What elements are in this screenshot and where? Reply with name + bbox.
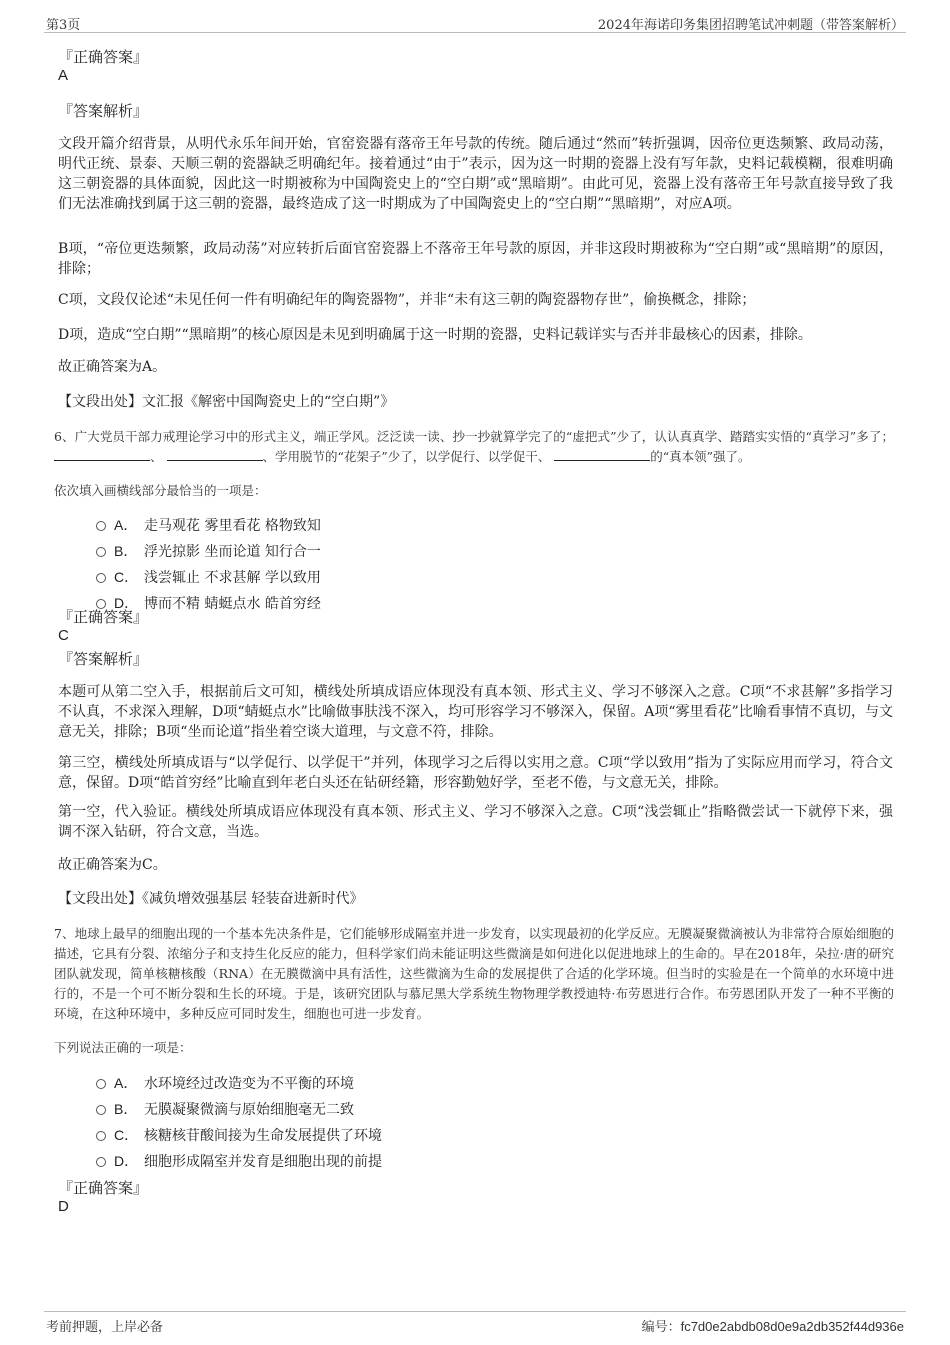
radio-icon[interactable] [96, 1105, 106, 1115]
q7-option-d[interactable]: D． 细胞形成隔室并发育是细胞出现的前提 [96, 1151, 382, 1172]
q6-answer: C [58, 627, 69, 644]
radio-icon[interactable] [96, 547, 106, 557]
q6-analysis-para: 故正确答案为C。 [58, 857, 167, 873]
q7-stem: 7、地球上最早的细胞出现的一个基本先决条件是，它们能够形成隔室并进一步发育，以实现最初的化学反应。无膜凝聚微滴被认为非常符合原始细胞的描述，它具有分裂、浓缩分子和支持生化反应的能力，但科学家们尚未能证明这些微滴是如何进化以促进地球上的生命的。早在2018年，朵拉·唐的研究团队就发现，简单核糖核酸（RNA）在无膜微滴中具有活性，这些微滴为生命的发展提供了合适的化学环境。但当时的实验是在一个简单的水环境中进行的，不是一个可不断分裂和生长的环境。于是，该研究团队与慕尼黑大学系统生物物理学教授迪特·布劳恩进行合作。布劳恩团队开发了一种不平衡的环境，在这种环境中，多种反应可同时发生，细胞也可进一步发育。 [54, 926, 894, 1021]
q7-option-c[interactable]: C． 核糖核苷酸间接为生命发展提供了环境 [96, 1125, 382, 1146]
q6-analysis-para: 第三空，横线处所填成语与“以学促行、以学促干”并列，体现学习之后得以实用之意。C项“学以致用”指为了实际应用而学习，符合文意，保留。D项“皓首穷经”比喻直到年老白头还在钻研经籍，形容勤勉好学，至老不倦，与文意无关，排除。 [58, 755, 893, 791]
q5-analysis-para: B项，“帝位更迭频繁，政局动荡”对应转折后面官窑瓷器上不落帝王年号款的原因，并非这段时期被称为“空白期”或“黑暗期”的原因，排除； [58, 241, 893, 277]
q7-prompt: 下列说法正确的一项是： [54, 1040, 192, 1055]
q6-option-d[interactable]: D． 博而不精 蜻蜓点水 皓首穷经 [96, 593, 321, 614]
page-number: 第3页 [46, 18, 81, 33]
q6-analysis-para: 本题可从第二空入手，根据前后文可知，横线处所填成语应体现没有真本领、形式主义、学习不够深入之意。C项“不求甚解”多指学习不认真，不求深入理解，D项“蜻蜓点水”比喻做事肤浅不深入，均可形容学习不够深入，保留。A项“雾里看花”比喻看事情不真切，与文意无关，排除；B项“坐而论道”指坐着空谈大道理，与文意不符，排除。 [58, 684, 893, 740]
q6-answer-label: 『正确答案』 [58, 608, 149, 626]
page-footer [44, 1311, 906, 1336]
page-header [44, 12, 906, 33]
radio-icon[interactable] [96, 1079, 106, 1089]
document-title: 2024年海诺印务集团招聘笔试冲刺题（带答案解析） [597, 18, 904, 33]
q5-answer-label: 『正确答案』 [58, 48, 149, 66]
q7-answer-label: 『正确答案』 [58, 1179, 149, 1197]
q6-stem: 6、广大党员干部力戒理论学习中的形式主义，端正学风。泛泛读一读、抄一抄就算学完了的“虚把式”少了，认认真真学、踏踏实实悟的“真学习”多了； 、 、学用脱节的“花架子”少了，以学促行、以学促干、 的“真本领”强了。 [54, 429, 894, 464]
q5-analysis-para: C项，文段仅论述“未见任何一件有明确纪年的陶瓷器物”，并非“未有这三朝的陶瓷器物存世”，偷换概念，排除； [58, 292, 756, 308]
q6-source: 【文段出处】《减负增效强基层 轻装奋进新时代》 [58, 891, 364, 907]
q6-analysis-para: 第一空，代入验证。横线处所填成语应体现没有真本领、形式主义、学习不够深入之意。C项“浅尝辄止”指略微尝试一下就停下来，强调不深入钻研，符合文意，当选。 [58, 804, 893, 840]
document-code: 编号：fc7d0e2abdb08d0e9a2db352f44d936e [641, 1319, 904, 1334]
q6-option-b[interactable]: B． 浮光掠影 坐而论道 知行合一 [96, 541, 321, 562]
q5-answer: A [58, 67, 69, 84]
fill-blank [554, 448, 650, 461]
q6-analysis-label: 『答案解析』 [58, 650, 149, 668]
footer-slogan: 考前押题，上岸必备 [46, 1320, 164, 1335]
q5-source: 【文段出处】文汇报《解密中国陶瓷史上的“空白期”》 [58, 394, 395, 410]
q6-option-a[interactable]: A． 走马观花 雾里看花 格物致知 [96, 515, 321, 536]
radio-icon[interactable] [96, 1157, 106, 1167]
q6-prompt: 依次填入画横线部分最恰当的一项是： [54, 483, 267, 498]
radio-icon[interactable] [96, 1131, 106, 1141]
radio-icon[interactable] [96, 521, 106, 531]
q5-analysis-para: D项，造成“空白期”“黑暗期”的核心原因是未见到明确属于这一时期的瓷器，史料记载详实与否并非最核心的因素，排除。 [58, 327, 812, 343]
q5-analysis-para: 故正确答案为A。 [58, 359, 167, 375]
q5-analysis-label: 『答案解析』 [58, 102, 149, 120]
q5-analysis-para: 文段开篇介绍背景，从明代永乐年间开始，官窑瓷器有落帝王年号款的传统。随后通过“然而”转折强调，因帝位更迭频繁、政局动荡，明代正统、景泰、天顺三朝的瓷器缺乏明确纪年。接着通过“由于”表示，因为这一时期的瓷器上没有写年款，史料记载模糊，很难明确这三朝瓷器的具体面貌，因此这一时期被称为中国陶瓷史上的“空白期”或“黑暗期”。由此可见，瓷器上没有落帝王年号款直接导致了我们无法准确找到属于这三朝的瓷器，最终造成了这一时期成为了中国陶瓷史上的“空白期”“黑暗期”，对应A项。 [58, 136, 893, 212]
q7-option-a[interactable]: A． 水环境经过改造变为不平衡的环境 [96, 1073, 354, 1094]
fill-blank [54, 448, 150, 461]
fill-blank [167, 448, 263, 461]
q7-answer: D [58, 1198, 69, 1215]
radio-icon[interactable] [96, 573, 106, 583]
q7-option-b[interactable]: B． 无膜凝聚微滴与原始细胞毫无二致 [96, 1099, 354, 1120]
q6-option-c[interactable]: C． 浅尝辄止 不求甚解 学以致用 [96, 567, 321, 588]
